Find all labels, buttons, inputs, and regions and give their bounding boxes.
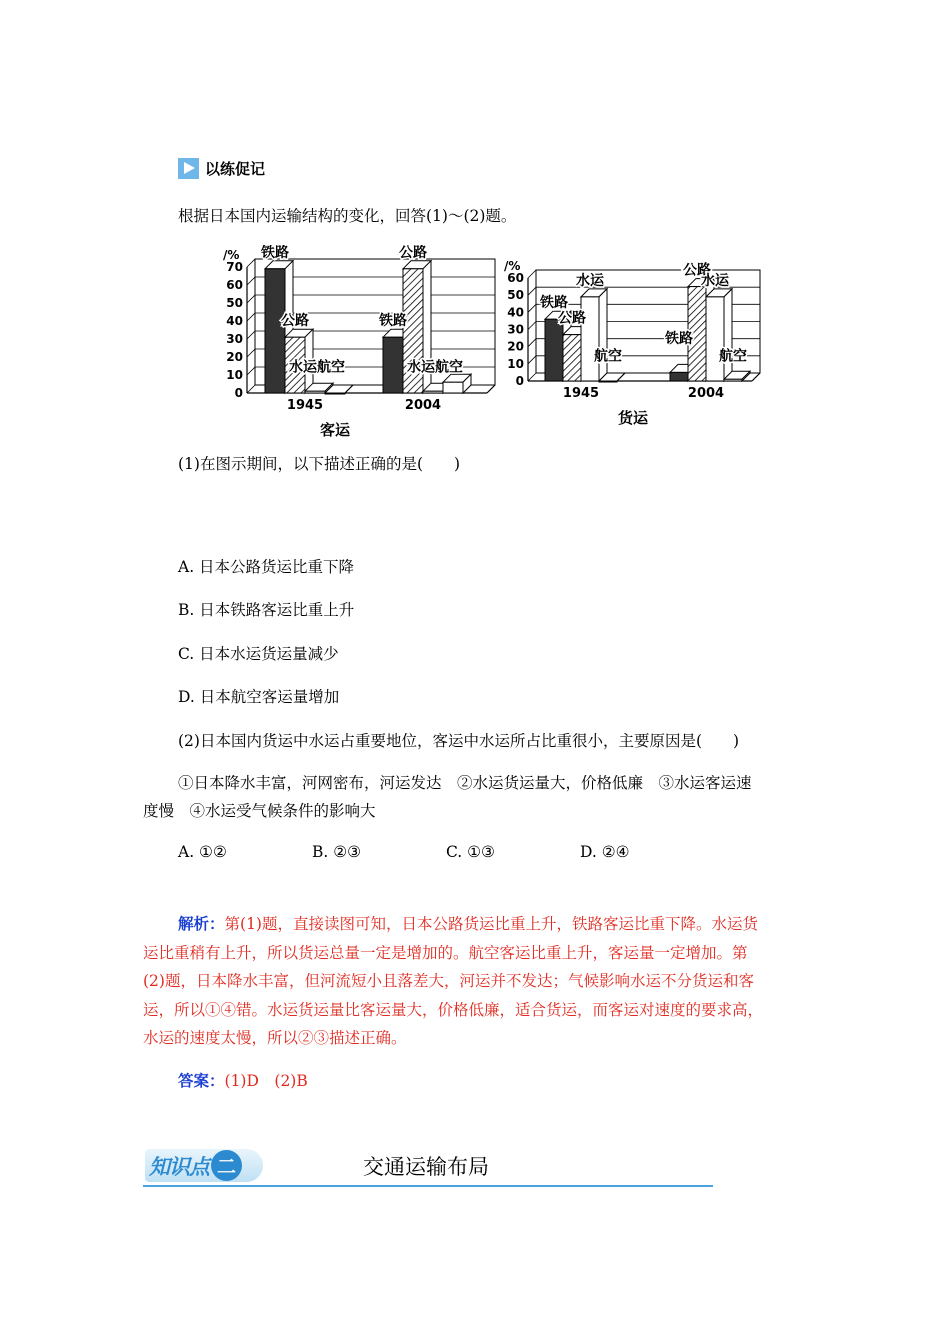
answer-line [178, 1071, 308, 1091]
y-axis-label: /% [504, 259, 521, 273]
y-tick-label: 60 [226, 278, 243, 292]
series-label: 水运航空 [407, 359, 463, 376]
intro-text: 根据日本国内运输结构的变化，回答(1)～(2)题。 [178, 207, 517, 225]
gridline [528, 287, 536, 295]
q2-statement-line1: ①日本降水丰富，河网密布，河运发达 ②水运货运量大，价格低廉 ③水运客运速 [178, 774, 752, 792]
gridline [528, 322, 536, 330]
series-label: 铁路 [665, 331, 693, 348]
q1-option-b[interactable]: B. 日本铁路客运比重上升 [178, 601, 355, 619]
transport-charts [215, 245, 775, 450]
y-tick-label: 40 [226, 314, 243, 328]
analysis-block [143, 910, 818, 1053]
q1-stem: (1)在图示期间，以下描述正确的是( ) [178, 455, 461, 473]
y-tick-label: 0 [234, 386, 243, 400]
x-tick-label: 2004 [687, 386, 725, 401]
q2-statement-line2: 度慢 ④水运受气候条件的影响大 [143, 802, 376, 820]
gridline [247, 313, 255, 321]
bar-航空-2004 [443, 382, 463, 393]
y-axis-label: /% [223, 248, 240, 262]
series-label: 公路 [558, 310, 586, 327]
q1-option-c[interactable]: C. 日本水运货运量减少 [178, 645, 339, 663]
x-tick-label: 1945 [286, 398, 324, 413]
gridline [247, 385, 255, 393]
series-label: 水运 [576, 272, 604, 289]
analysis-line: 运，所以①④错。水运货运量比客运量大，价格低廉，适合货运，而客运对速度的要求高， [143, 1000, 764, 1019]
y-tick-label: 50 [507, 288, 524, 303]
bar-水运-2004 [423, 391, 443, 393]
q1-option-a[interactable]: A. 日本公路货运比重下降 [178, 558, 355, 576]
q2-option-a[interactable]: A. ①② [178, 843, 227, 861]
y-tick-label: 20 [507, 339, 524, 354]
series-label: 铁路 [379, 313, 407, 330]
bar-水运-1945 [305, 391, 325, 393]
gridline [528, 270, 536, 278]
bar-航空-1945 [325, 393, 345, 394]
analysis-label: 解析： [178, 914, 225, 933]
series-label: 铁路 [540, 295, 568, 312]
y-tick-label: 10 [507, 356, 524, 371]
x-axis-depth [487, 385, 495, 393]
series-label: 公路 [281, 313, 309, 330]
knowledge-point-badge [145, 1149, 263, 1182]
analysis-line: 水运的速度太慢，所以②③描述正确。 [143, 1029, 407, 1047]
bar-公路-1945 [563, 335, 581, 381]
bar-水运-1945 [581, 297, 599, 381]
gridline [247, 367, 255, 375]
y-tick-label: 60 [507, 271, 524, 285]
series-label: 航空 [594, 348, 622, 365]
gridline [528, 339, 536, 347]
analysis-line: (2)题，日本降水丰富，但河流短小且落差大，河运并不发达；气候影响水运不分货运和客 [143, 972, 754, 990]
freight-chart [504, 259, 760, 427]
gridline [528, 373, 536, 381]
analysis-line: 运比重稍有上升，所以货运总量一定是增加的。航空客运比重上升，客运量一定增加。第 [143, 943, 748, 962]
answer-value: (1)D (2)B [224, 1072, 308, 1090]
y-tick-label: 10 [226, 368, 243, 382]
y-tick-label: 40 [507, 305, 524, 320]
q1-option-d[interactable]: D. 日本航空客运量增加 [178, 688, 340, 706]
gridline [528, 356, 536, 364]
bar-铁路-1945 [545, 319, 563, 381]
y-tick-label: 30 [507, 322, 524, 337]
gridline [247, 259, 255, 267]
bar-铁路-1945 [265, 269, 285, 393]
bar-side [599, 289, 607, 381]
gridline [247, 295, 255, 303]
series-label: 公路 [399, 245, 427, 261]
x-axis-depth [752, 373, 760, 381]
q2-option-c[interactable]: C. ①③ [446, 843, 495, 861]
knowledge-point-banner [143, 1145, 713, 1187]
series-label: 水运航空 [289, 359, 345, 376]
y-tick-label: 20 [226, 350, 243, 364]
q2-option-b[interactable]: B. ②③ [312, 843, 362, 861]
gridline [247, 331, 255, 339]
play-arrow-icon [178, 158, 199, 179]
x-tick-label: 2004 [404, 398, 442, 413]
gridline [247, 349, 255, 357]
y-tick-label: 30 [226, 332, 243, 346]
bar-水运-2004 [706, 297, 724, 381]
bar-航空-1945 [599, 381, 617, 382]
passenger-chart [223, 245, 495, 439]
chart-title: 客运 [319, 421, 351, 439]
bar-side [724, 289, 732, 381]
gridline [528, 304, 536, 312]
chart-title: 货运 [617, 409, 649, 427]
analysis-line: 第(1)题，直接读图可知，日本公路货运比重上升，铁路客运比重下降。水运货 [224, 915, 758, 933]
y-tick-label: 0 [515, 374, 524, 388]
bar-铁路-2004 [670, 372, 688, 381]
series-label: 铁路 [261, 245, 289, 261]
y-tick-label: 50 [226, 296, 243, 310]
q2-option-d[interactable]: D. ②④ [580, 843, 630, 861]
q2-stem: (2)日本国内货运中水运占重要地位，客运中水运所占比重很小，主要原因是( ) [178, 732, 740, 750]
knowledge-point-label: 知识点 [149, 1154, 209, 1179]
bar-铁路-2004 [383, 337, 403, 393]
section-header [178, 158, 265, 179]
series-label: 航空 [719, 348, 747, 365]
section-title: 以练促记 [205, 160, 266, 178]
knowledge-point-title: 交通运输布局 [363, 1155, 489, 1179]
series-label: 水运 [701, 272, 729, 289]
gridline [247, 277, 255, 285]
knowledge-point-number: 二 [211, 1150, 242, 1181]
series-label: 公路 [683, 262, 711, 279]
answer-label: 答案： [178, 1071, 225, 1090]
y-tick-label: 70 [226, 260, 243, 274]
bar-航空-2004 [724, 379, 742, 381]
x-tick-label: 1945 [562, 386, 600, 401]
